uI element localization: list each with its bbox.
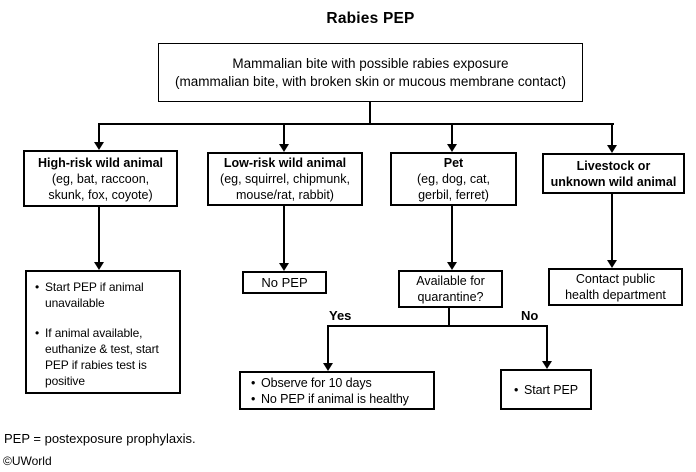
arrow-down-icon <box>447 144 457 152</box>
connector-livestock-drop <box>611 194 613 262</box>
arrow-down-icon <box>94 142 104 150</box>
arrow-down-icon <box>279 263 289 271</box>
arrow-down-icon <box>607 145 617 153</box>
connector-high-risk-drop <box>98 207 100 264</box>
observe-bullet1: • Observe for 10 days <box>250 375 429 391</box>
livestock-title2: unknown wild animal <box>550 174 677 189</box>
root-box <box>158 43 583 102</box>
connector-split-horizontal <box>327 325 548 327</box>
contact-health-dept-box <box>548 268 683 306</box>
observe-bullet2: • No PEP if animal is healthy <box>250 391 429 407</box>
quarantine-line2: quarantine? <box>417 290 484 304</box>
connector-branch2 <box>283 123 285 146</box>
root-box-line2: (mammalian bite, with broken skin or mucous membrane contact) <box>175 73 566 89</box>
connector-root-stub <box>369 102 371 125</box>
low-risk-example1: (eg, squirrel, chipmunk, <box>220 172 350 186</box>
high-risk-plan-bullet2: • If animal available, euthanize & test, start PEP if rabies test is positive <box>34 325 176 389</box>
quarantine-yes-plan-box <box>239 371 435 410</box>
arrow-down-icon <box>323 363 333 371</box>
high-risk-plan-box <box>25 270 181 394</box>
high-risk-title: High-risk wild animal <box>37 155 164 170</box>
high-risk-animal-box <box>23 150 178 207</box>
pet-example1: (eg, dog, cat, <box>417 172 490 186</box>
connector-branch3 <box>451 123 453 146</box>
pet-example2: gerbil, ferret) <box>418 188 489 202</box>
high-risk-plan-bullet1: • Start PEP if animal unavailable <box>34 279 176 311</box>
connector-yes-drop <box>327 325 329 365</box>
arrow-down-icon <box>607 260 617 268</box>
yes-label: Yes <box>329 308 352 323</box>
low-risk-example2: mouse/rat, rabbit) <box>236 188 334 202</box>
connector-pet-drop <box>451 206 453 264</box>
no-pep-box <box>242 271 327 294</box>
copyright-label: ©UWorld <box>3 454 52 468</box>
livestock-title1: Livestock or <box>576 158 651 173</box>
contact-line1: Contact public <box>575 272 656 286</box>
quarantine-line1: Available for <box>416 274 485 288</box>
connector-branch1 <box>98 123 100 144</box>
abbreviation-footnote: PEP = postexposure prophylaxis. <box>4 431 196 446</box>
contact-line2: health department <box>565 288 666 302</box>
low-risk-animal-box <box>207 152 363 206</box>
arrow-down-icon <box>542 361 552 369</box>
start-pep-bullet: • Start PEP <box>513 382 588 398</box>
arrow-down-icon <box>94 262 104 270</box>
pet-box <box>390 152 517 206</box>
high-risk-example2: skunk, fox, coyote) <box>48 187 153 202</box>
arrow-down-icon <box>279 144 289 152</box>
root-box-line1: Mammalian bite with possible rabies exposure <box>232 55 509 71</box>
connector-no-drop <box>546 325 548 363</box>
no-label: No <box>521 308 539 323</box>
quarantine-no-plan-box <box>500 369 592 410</box>
diagram-title: Rabies PEP <box>326 10 415 27</box>
low-risk-title: Low-risk wild animal <box>223 156 347 170</box>
no-pep-label: No PEP <box>261 274 308 290</box>
quarantine-question-box <box>398 270 503 308</box>
connector-main-horizontal <box>98 123 614 125</box>
arrow-down-icon <box>447 262 457 270</box>
connector-branch4 <box>611 123 613 147</box>
pet-title: Pet <box>443 156 464 170</box>
high-risk-example1: (eg, bat, raccoon, <box>51 171 150 186</box>
connector-low-risk-drop <box>283 206 285 265</box>
livestock-box <box>542 153 685 194</box>
